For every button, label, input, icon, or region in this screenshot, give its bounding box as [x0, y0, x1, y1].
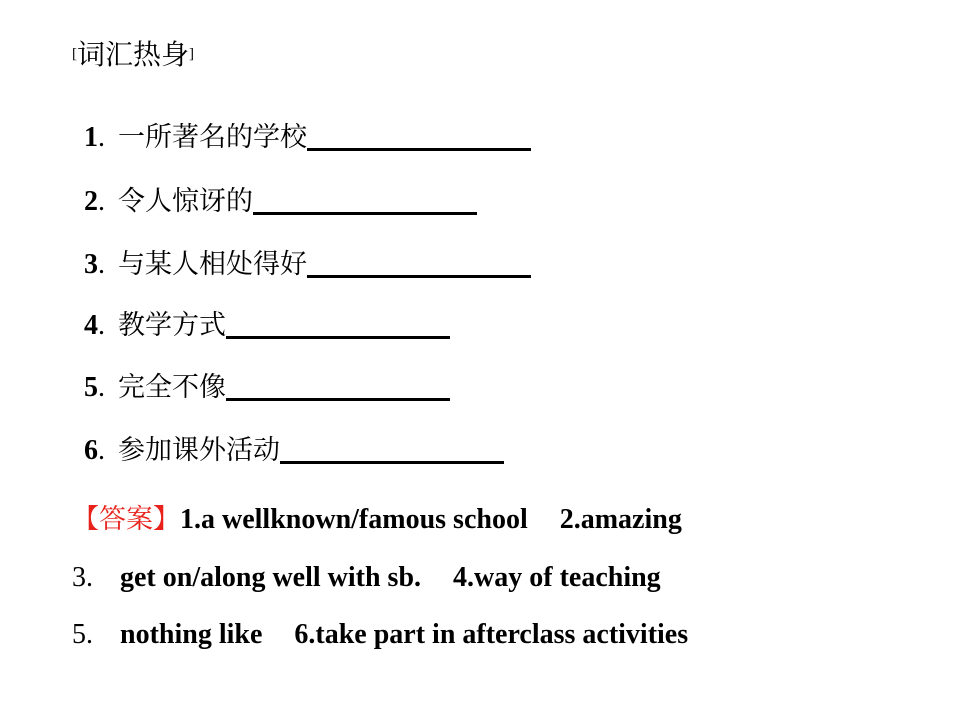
- vocab-item-6: [84, 430, 504, 470]
- item-separator: .: [98, 249, 105, 280]
- vocab-item-1: [84, 117, 531, 157]
- answer-6: 6.take part in afterclass activities: [294, 619, 689, 650]
- answer-blank: [226, 305, 450, 339]
- item-text: 参加课外活动: [118, 435, 280, 466]
- item-separator: .: [98, 186, 105, 217]
- answer-line-2: [72, 558, 661, 598]
- answer-blank: [280, 430, 504, 464]
- section-title-text: 词汇热身: [77, 38, 190, 71]
- answer-blank: [253, 181, 477, 215]
- answer-3: get on/along well with sb.: [120, 562, 422, 593]
- answer-5: nothing like: [120, 619, 263, 650]
- title-bracket-close: ]: [189, 46, 195, 62]
- item-number: 5: [84, 372, 98, 403]
- vocab-item-2: [84, 181, 477, 221]
- answer-blank: [307, 244, 531, 278]
- answer-label: 【答案】: [72, 504, 180, 535]
- item-text: 教学方式: [118, 310, 226, 341]
- answer-1: 1.a wellknown/famous school: [180, 504, 528, 535]
- answer-2: 2.amazing: [559, 504, 682, 535]
- item-separator: .: [98, 310, 105, 341]
- item-number: 1: [84, 122, 98, 153]
- answer-number: 3: [72, 562, 86, 593]
- item-number: 4: [84, 310, 98, 341]
- item-text: 一所著名的学校: [118, 122, 307, 153]
- section-title: [72, 34, 194, 75]
- vocab-item-5: [84, 367, 450, 407]
- item-number: 6: [84, 435, 98, 466]
- item-text: 与某人相处得好: [118, 249, 307, 280]
- item-text: 完全不像: [118, 372, 226, 403]
- answer-separator: .: [86, 562, 93, 593]
- item-separator: .: [98, 122, 105, 153]
- answer-number: 5: [72, 619, 86, 650]
- item-number: 2: [84, 186, 98, 217]
- answer-line-3: [72, 615, 688, 655]
- answer-blank: [226, 367, 450, 401]
- answer-separator: .: [86, 619, 93, 650]
- item-number: 3: [84, 249, 98, 280]
- answer-blank: [307, 117, 531, 151]
- item-separator: .: [98, 372, 105, 403]
- vocab-item-4: [84, 305, 450, 345]
- answer-4: 4.way of teaching: [453, 562, 661, 593]
- item-text: 令人惊讶的: [118, 186, 253, 217]
- vocab-item-3: [84, 244, 531, 284]
- title-bracket-open: [: [72, 46, 77, 62]
- item-separator: .: [98, 435, 105, 466]
- answer-line-1: [72, 500, 682, 540]
